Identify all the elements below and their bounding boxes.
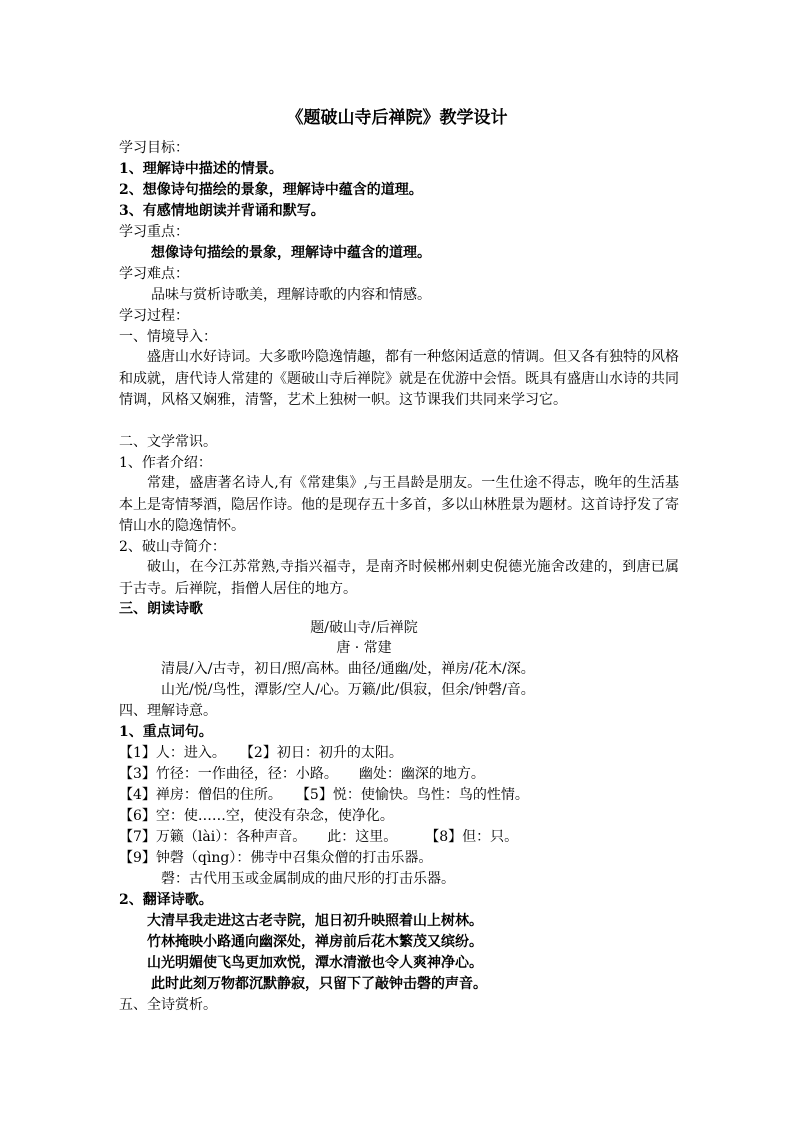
section-heading: 五、全诗赏析。 — [119, 997, 217, 1013]
section-heading: 一、情境导入： — [119, 329, 217, 345]
process-heading: 学习过程： — [119, 308, 189, 324]
translation-line: 山光明媚使飞鸟更加欢悦，潭水清澈也令人爽神净心。 — [147, 955, 483, 971]
words-heading: 1、重点词句。 — [119, 724, 213, 740]
translation-line: 竹林掩映小路通向幽深处，禅房前后花木繁茂又缤纷。 — [147, 934, 483, 950]
section-heading: 三、朗读诗歌 — [119, 601, 203, 617]
section-heading: 二、文学常识。 — [119, 434, 217, 450]
poem-line: 山光/悦/鸟性，潭影/空人/心。万籁/此/俱寂，但余/钟磬/音。 — [161, 682, 535, 698]
word-note: 【7】万籁（lài）：各种声音。 此：这里。 【8】但：只。 — [119, 829, 519, 845]
section-heading: 四、理解诗意。 — [119, 703, 217, 719]
difficulty-heading: 学习难点： — [119, 266, 189, 282]
intro-paragraph: 盛唐山水好诗词。大多歌吟隐逸情趣，都有一种悠闲适意的情调。但又各有独特的风格和成就，唐代诗人常建的《题破山寺后禅院》就是在优游中会悟。既具有盛唐山水诗的共同情调，风格又娴雅，清警，艺术上独树一帜。这节课我们共同来学习它。 — [119, 349, 679, 408]
word-note: 【9】钟磬（qìng）：佛寺中召集众僧的打击乐器。 — [119, 850, 433, 866]
objective-item: 2、想像诗句描绘的景象，理解诗中蕴含的道理。 — [119, 182, 423, 198]
document-title: 《题破山寺后禅院》教学设计 — [286, 108, 508, 128]
objective-item: 3、有感情地朗读并背诵和默写。 — [119, 203, 325, 219]
poem-line: 清晨/入/古寺，初日/照/高林。曲径/通幽/处，禅房/花木/深。 — [161, 661, 535, 677]
objective-item: 1、理解诗中描述的情景。 — [119, 161, 283, 177]
word-note: 【3】竹径：一作曲径，径：小路。 幽处：幽深的地方。 — [119, 766, 485, 782]
key-point-heading: 学习重点： — [119, 224, 189, 240]
temple-paragraph: 破山，在今江苏常熟,寺指兴福寺，是南齐时候郴州刺史倪德光施舍改建的，到唐已属于古寺。后禅院，指僧人居住的地方。 — [119, 559, 679, 597]
translation-line: 此时此刻万物都沉默静寂，只留下了敲钟击磬的声音。 — [151, 976, 487, 992]
translation-heading: 2、翻译诗歌。 — [119, 892, 213, 908]
word-note: 磬：古代用玉或金属制成的曲尺形的打击乐器。 — [161, 871, 455, 887]
poem-title: 题/破山寺/后禅院 — [310, 620, 418, 636]
author-paragraph: 常建，盛唐著名诗人,有《常建集》,与王昌龄是朋友。一生仕途不得志，晚年的生活基本上是寄情琴酒，隐居作诗。他的是现存五十多首，多以山林胜景为题材。这首诗抒发了寄情山水的隐逸情怀。 — [119, 475, 679, 534]
translation-line: 大清早我走进这古老寺院，旭日初升映照着山上树林。 — [147, 913, 483, 929]
key-point-text: 想像诗句描绘的景象，理解诗中蕴含的道理。 — [151, 245, 431, 261]
word-note: 【1】人：进入。 【2】初日：初升的太阳。 — [119, 745, 403, 761]
difficulty-text: 品味与赏析诗歌美，理解诗歌的内容和情感。 — [151, 287, 431, 303]
poem-author: 唐 · 常建 — [336, 640, 392, 656]
temple-heading: 2、破山寺简介： — [119, 539, 226, 555]
author-heading: 1、作者介绍： — [119, 455, 212, 471]
objectives-heading: 学习目标： — [119, 140, 189, 156]
word-note: 【6】空：使……空，使没有杂念，使净化。 — [119, 808, 394, 824]
word-note: 【4】禅房：僧侣的住所。 【5】悦：使愉快。鸟性：鸟的性情。 — [119, 787, 529, 803]
